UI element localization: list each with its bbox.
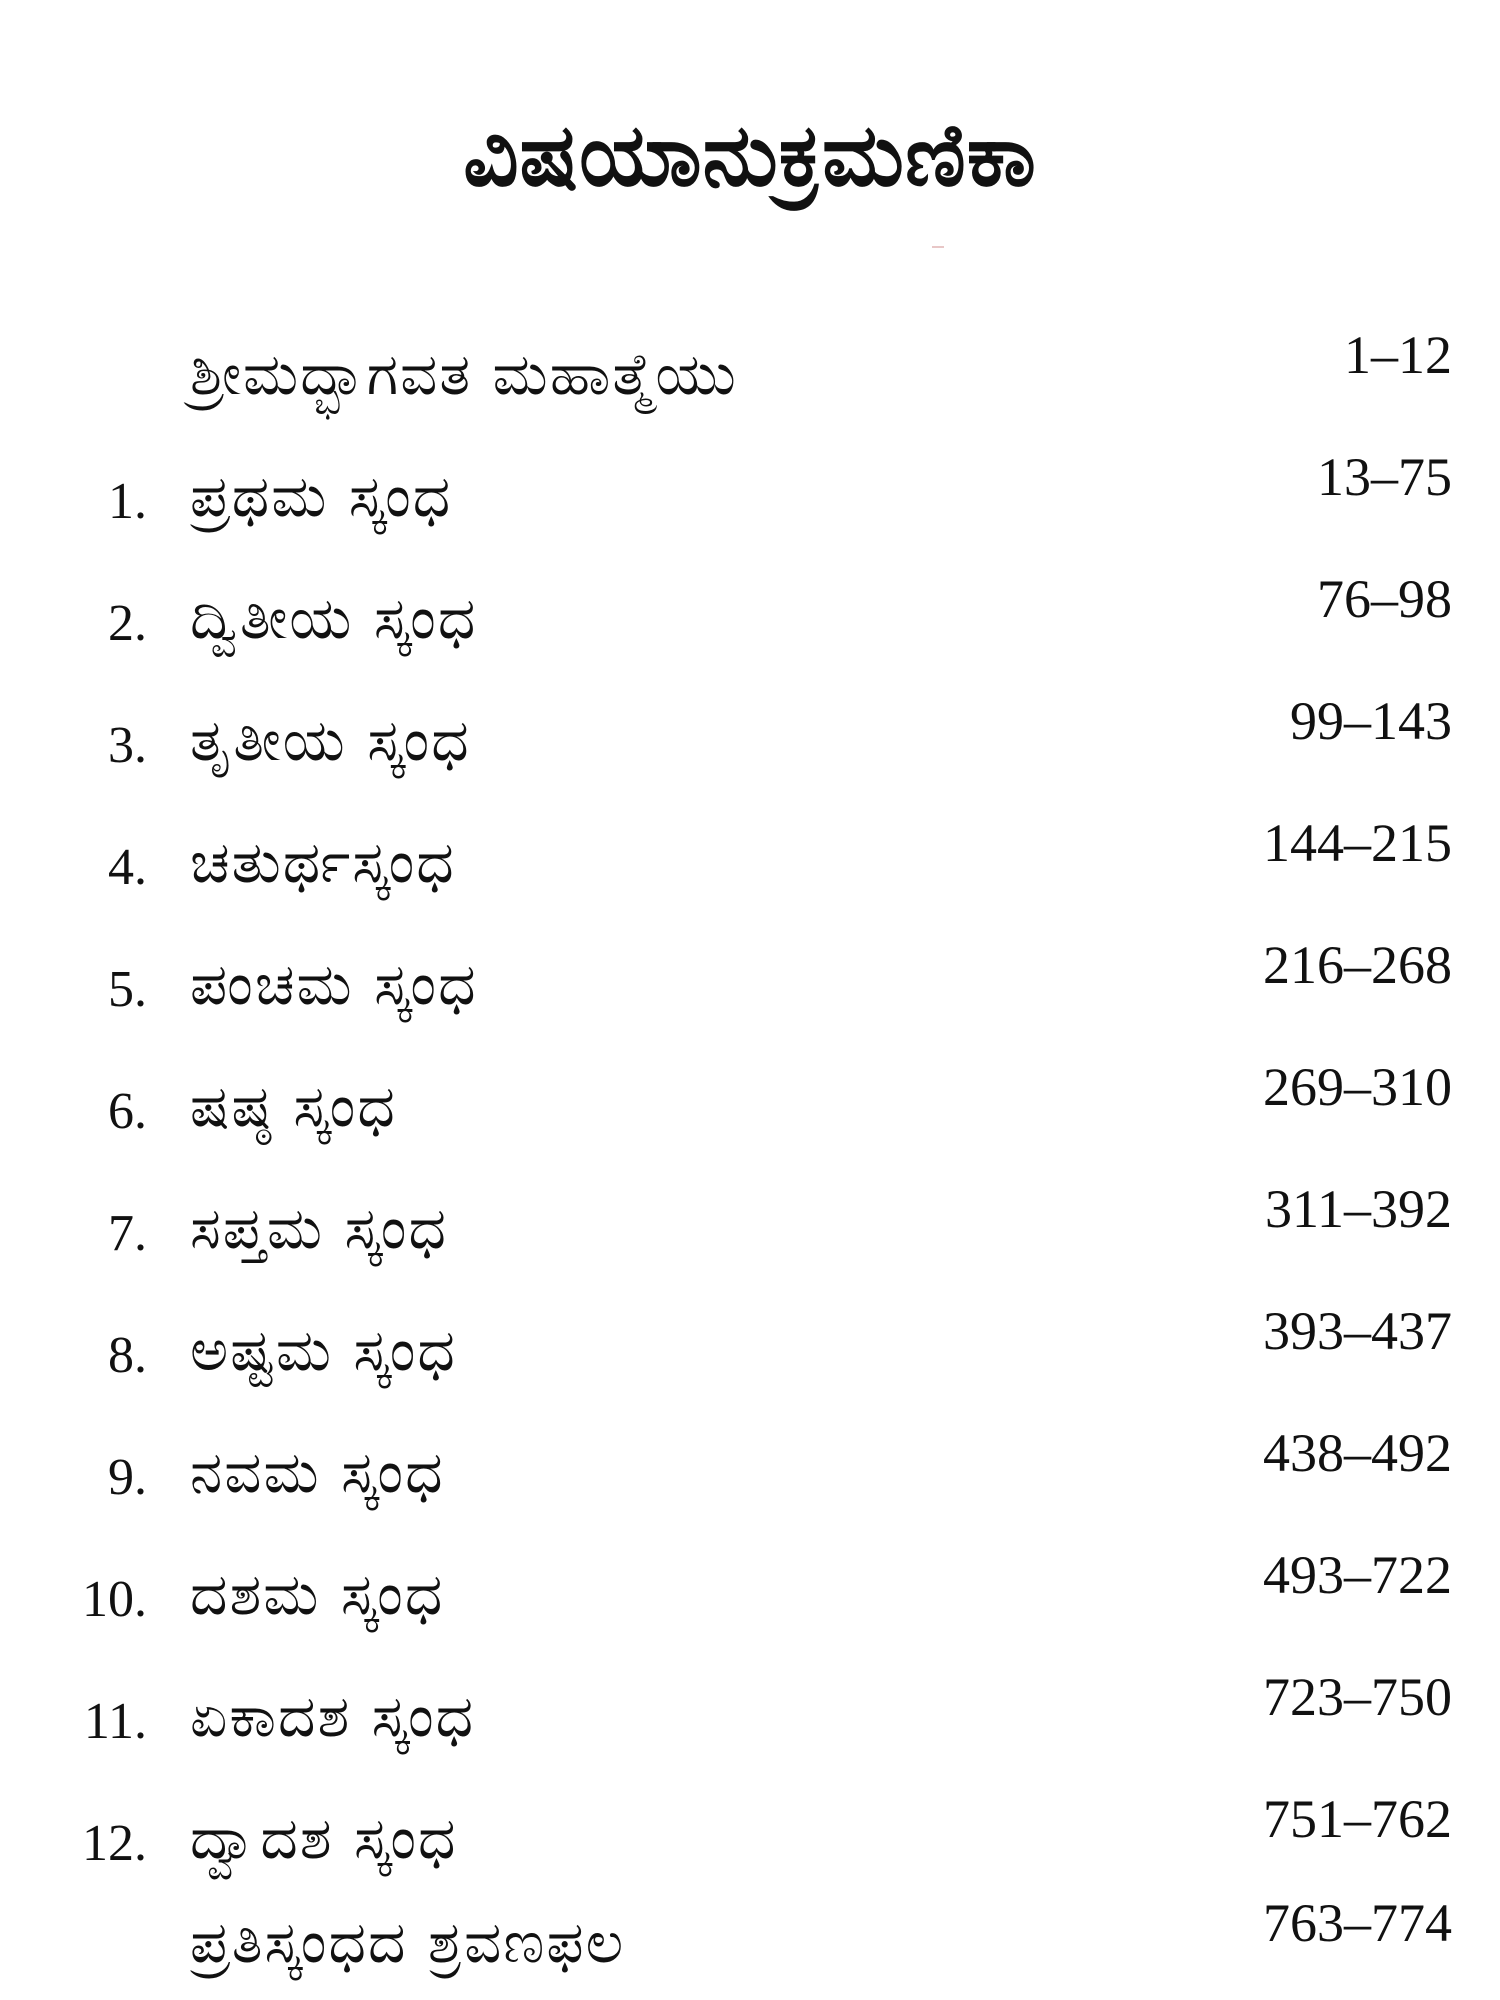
toc-entry-mahatmya — [0, 318, 1500, 428]
entry-pages: 393–437 — [1263, 1301, 1452, 1361]
entry-pages: 76–98 — [1317, 569, 1452, 629]
entry-title: ನವಮ ಸ್ಕಂಧ — [190, 1438, 445, 1506]
entry-title: ದ್ವಾದಶ ಸ್ಕಂಧ — [190, 1804, 458, 1872]
entry-title: ದ್ವಿತೀಯ ಸ್ಕಂಧ — [190, 584, 478, 652]
entry-title: ತೃತೀಯ ಸ್ಕಂಧ — [190, 706, 471, 774]
entry-number: 9. — [108, 1449, 147, 1506]
toc-entry-7 — [0, 1172, 1500, 1282]
entry-pages: 438–492 — [1263, 1423, 1452, 1483]
toc-entry-1 — [0, 440, 1500, 550]
entry-number: 11. — [83, 1693, 147, 1750]
toc-entry-11 — [0, 1660, 1500, 1770]
entry-number: 12. — [82, 1815, 147, 1872]
entry-title: ಏಕಾದಶ ಸ್ಕಂಧ — [190, 1682, 476, 1750]
toc-entry-9 — [0, 1416, 1500, 1526]
entry-pages: 763–774 — [1263, 1893, 1452, 1953]
entry-pages: 269–310 — [1263, 1057, 1452, 1117]
entry-title: ಷಷ್ಠ ಸ್ಕಂಧ — [190, 1072, 397, 1140]
entry-number: 8. — [108, 1327, 147, 1384]
toc-entry-4 — [0, 806, 1500, 916]
entry-title: ದಶಮ ಸ್ಕಂಧ — [190, 1560, 445, 1628]
toc-entry-10 — [0, 1538, 1500, 1648]
entry-pages: 99–143 — [1290, 691, 1452, 751]
toc-entry-2 — [0, 562, 1500, 672]
entry-number: 7. — [108, 1205, 147, 1262]
entry-title: ಚತುರ್ಥಸ್ಕಂಧ — [190, 828, 456, 896]
entry-pages: 1–12 — [1344, 325, 1452, 385]
entry-pages: 13–75 — [1317, 447, 1452, 507]
toc-entry-6 — [0, 1050, 1500, 1160]
toc-entry-3 — [0, 684, 1500, 794]
toc-entry-12 — [0, 1782, 1500, 1892]
entry-pages: 723–750 — [1263, 1667, 1452, 1727]
entry-number: 5. — [108, 961, 147, 1018]
toc-entry-shravanaphala — [0, 1886, 1500, 1996]
toc-entry-8 — [0, 1294, 1500, 1404]
toc-entry-5 — [0, 928, 1500, 1038]
entry-pages: 493–722 — [1263, 1545, 1452, 1605]
entry-number: 2. — [108, 595, 147, 652]
entry-title: ಪ್ರಥಮ ಸ್ಕಂಧ — [190, 462, 453, 530]
entry-number: 4. — [108, 839, 147, 896]
entry-title: ಅಷ್ಟಮ ಸ್ಕಂಧ — [190, 1316, 457, 1384]
entry-pages: 216–268 — [1263, 935, 1452, 995]
entry-number: 10. — [82, 1571, 147, 1628]
entry-number: 3. — [108, 717, 147, 774]
entry-pages: 751–762 — [1263, 1789, 1452, 1849]
entry-pages: 144–215 — [1263, 813, 1452, 873]
entry-title: ಶ್ರೀಮದ್ಭಾಗವತ ಮಹಾತ್ಮೆಯು — [190, 340, 738, 408]
entry-title: ಪ್ರತಿಸ್ಕಂಧದ ಶ್ರವಣಫಲ — [190, 1908, 626, 1976]
page-title: ವಿಷಯಾನುಕ್ರಮಣಿಕಾ — [463, 106, 1037, 206]
entry-title: ಸಪ್ತಮ ಸ್ಕಂಧ — [190, 1194, 448, 1262]
entry-number: 1. — [108, 473, 147, 530]
entry-title: ಪಂಚಮ ಸ್ಕಂಧ — [190, 950, 478, 1018]
entry-pages: 311–392 — [1265, 1179, 1452, 1239]
entry-number: 6. — [108, 1083, 147, 1140]
